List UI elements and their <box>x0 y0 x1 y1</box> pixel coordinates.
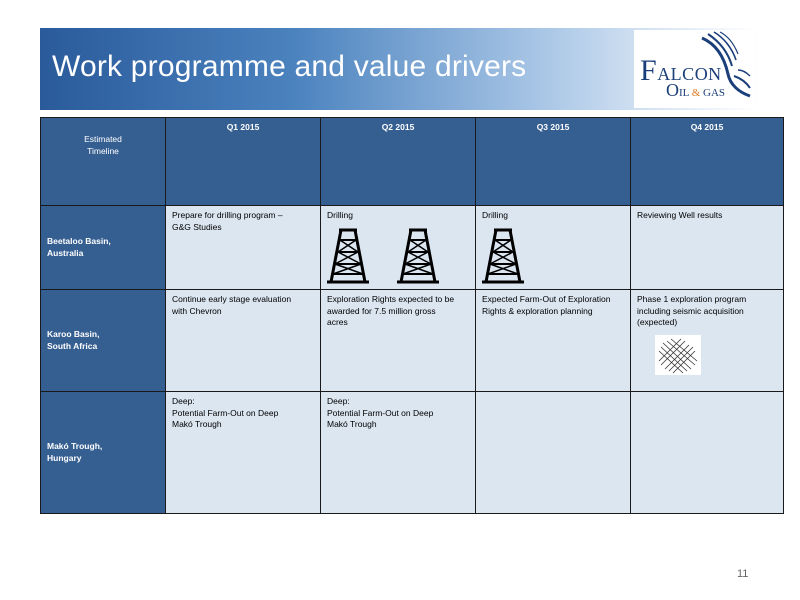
column-header-q3: Q3 2015 <box>476 118 631 206</box>
table-cell: Reviewing Well results <box>631 206 784 290</box>
table-cell: Drilling <box>476 206 631 290</box>
logo-text-oil-gas: OIL & GAS <box>666 80 726 100</box>
falcon-logo <box>634 30 754 108</box>
table-cell <box>631 392 784 514</box>
timeline-table <box>40 117 784 514</box>
table-cell <box>476 392 631 514</box>
table-cell: Phase 1 exploration program including seismic acquisition (expected) <box>631 290 784 392</box>
drilling-rig-icon <box>397 228 439 284</box>
table-cell: Drilling <box>321 206 476 290</box>
table-cell: Deep: Potential Farm-Out on Deep Makó Trough <box>321 392 476 514</box>
table-row <box>41 290 784 392</box>
row-label-beetaloo: Beetaloo Basin, Australia <box>41 206 166 290</box>
table-cell: Continue early stage evaluation with Chevron <box>166 290 321 392</box>
rig-icons <box>327 228 469 284</box>
drilling-rig-icon <box>327 228 369 284</box>
table-cell: Deep: Potential Farm-Out on Deep Makó Trough <box>166 392 321 514</box>
column-header-q2: Q2 2015 <box>321 118 476 206</box>
table-cell: Prepare for drilling program – G&G Studies <box>166 206 321 290</box>
table-cell: Exploration Rights expected to be awarded for 7.5 million gross acres <box>321 290 476 392</box>
logo-text-falcon: FALCON <box>640 54 722 87</box>
row-label-mako: Makó Trough, Hungary <box>41 392 166 514</box>
column-header-q1: Q1 2015 <box>166 118 321 206</box>
slide-title: Work programme and value drivers <box>52 50 527 83</box>
row-label-karoo: Karoo Basin, South Africa <box>41 290 166 392</box>
seismic-grid-icon <box>655 335 701 375</box>
table-cell: Expected Farm-Out of Exploration Rights & exploration planning <box>476 290 631 392</box>
rig-icons <box>482 228 624 284</box>
column-header-q4: Q4 2015 <box>631 118 784 206</box>
table-header-row <box>41 118 784 206</box>
corner-label: Estimated Timeline <box>41 118 166 206</box>
drilling-rig-icon <box>482 228 524 284</box>
page-number: 11 <box>737 568 749 580</box>
table-row <box>41 392 784 514</box>
table-row <box>41 206 784 290</box>
